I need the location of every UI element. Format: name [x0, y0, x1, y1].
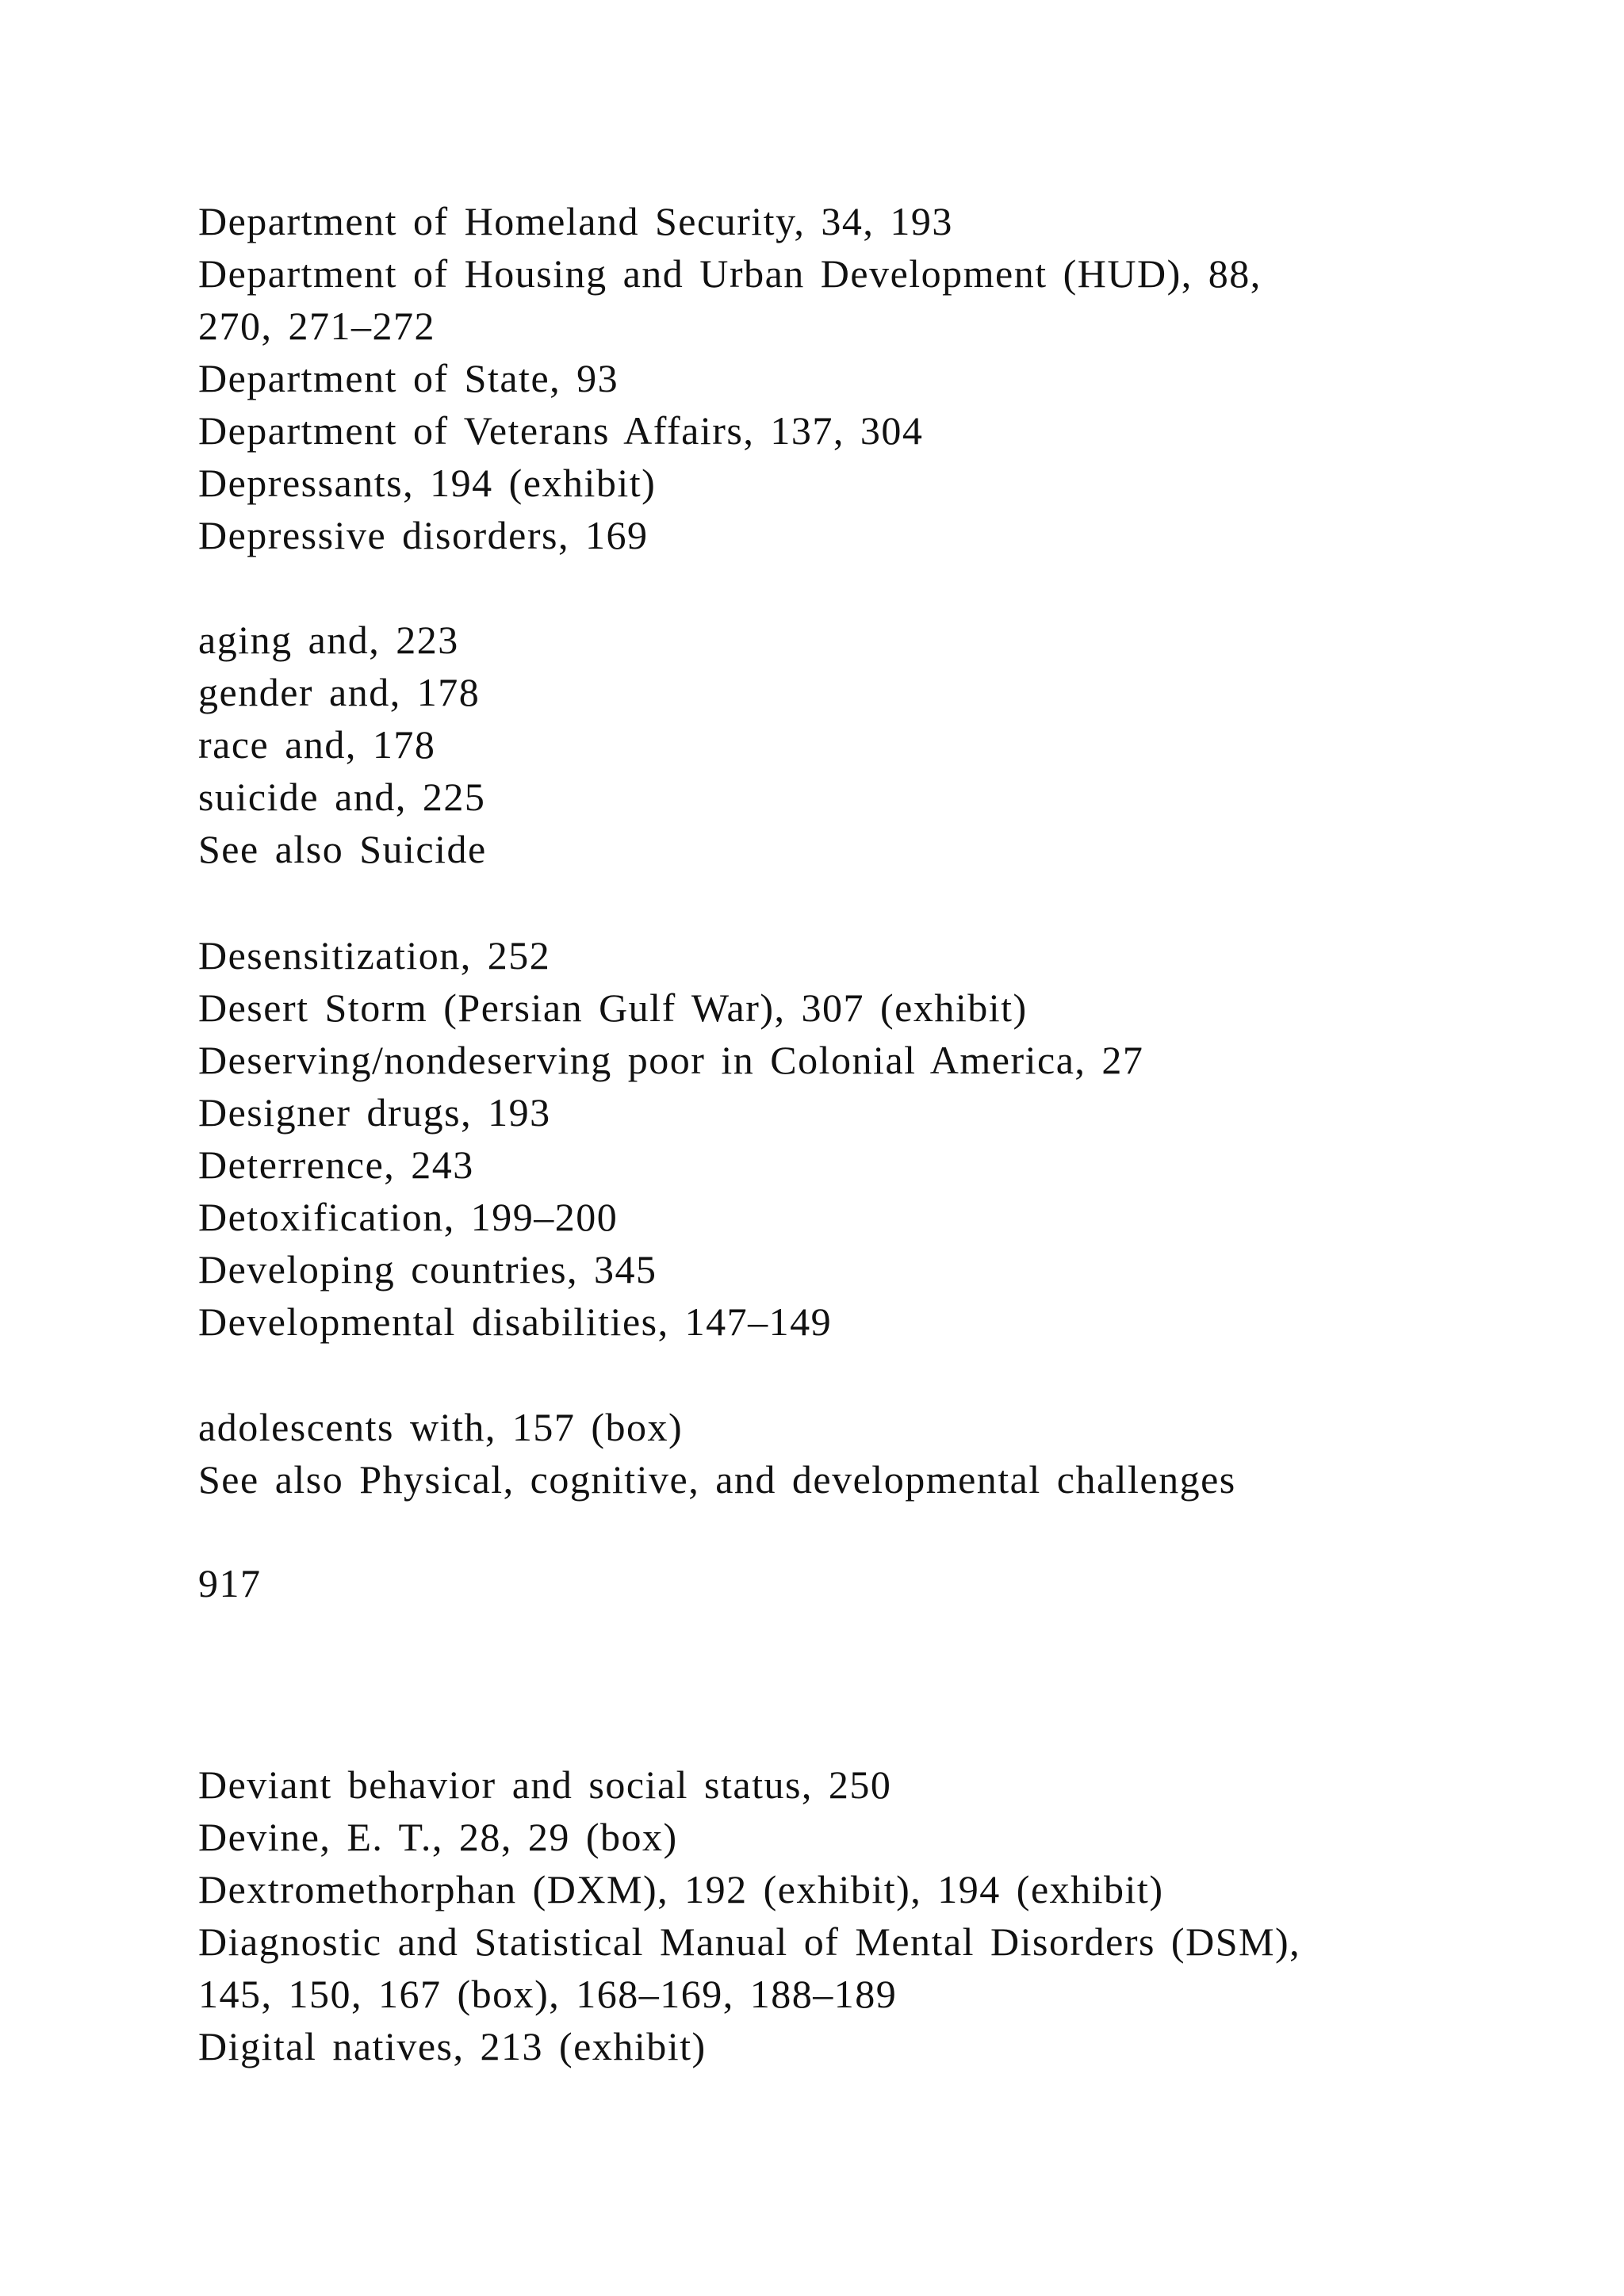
index-entry: Desensitization, 252: [198, 933, 551, 978]
index-block-dev-dig: [198, 1758, 1546, 2072]
page-number-block: [198, 1557, 1546, 1609]
index-entry: Developing countries, 345: [198, 1247, 657, 1292]
index-entry: Designer drugs, 193: [198, 1090, 551, 1135]
index-entry: Deviant behavior and social status, 250: [198, 1762, 892, 1807]
index-subentry: suicide and, 225: [198, 775, 486, 819]
index-subentry: aging and, 223: [198, 618, 459, 662]
index-subentry: race and, 178: [198, 722, 436, 767]
index-entry: Desert Storm (Persian Gulf War), 307 (exhibit): [198, 985, 1028, 1030]
index-entry: Developmental disabilities, 147–149: [198, 1299, 833, 1344]
index-entry: Depressants, 194 (exhibit): [198, 461, 657, 505]
index-entry: Depressive disorders, 169: [198, 513, 649, 557]
index-block-department: [198, 195, 1546, 561]
page-number: 917: [198, 1561, 262, 1605]
index-see-also: See also Physical, cognitive, and developmental challenges: [198, 1457, 1236, 1502]
index-entry: Department of Veterans Affairs, 137, 304: [198, 408, 924, 453]
index-entry-continuation: 270, 271–272: [198, 304, 435, 348]
index-entry: Department of Homeland Security, 34, 193: [198, 199, 953, 243]
index-entry-continuation: 145, 150, 167 (box), 168–169, 188–189: [198, 1972, 898, 2016]
index-subentry: gender and, 178: [198, 670, 481, 714]
index-block-des: [198, 929, 1546, 1348]
index-entry: Department of Housing and Urban Development (HUD), 88,: [198, 251, 1262, 296]
index-entry: Detoxification, 199–200: [198, 1195, 619, 1239]
index-entry: Department of State, 93: [198, 356, 619, 400]
index-block-depressive-subentries: [198, 614, 1546, 875]
index-subentry: adolescents with, 157 (box): [198, 1405, 684, 1449]
index-entry: Digital natives, 213 (exhibit): [198, 2024, 707, 2068]
index-entry: Deserving/nondeserving poor in Colonial America, 27: [198, 1038, 1144, 1082]
index-entry: Dextromethorphan (DXM), 192 (exhibit), 194 (exhibit): [198, 1867, 1164, 1911]
index-see-also: See also Suicide: [198, 827, 487, 871]
index-block-developmental-subentries: [198, 1401, 1546, 1506]
index-entry: Diagnostic and Statistical Manual of Mental Disorders (DSM),: [198, 1919, 1301, 1964]
index-entry: Devine, E. T., 28, 29 (box): [198, 1815, 678, 1859]
index-entry: Deterrence, 243: [198, 1142, 474, 1187]
